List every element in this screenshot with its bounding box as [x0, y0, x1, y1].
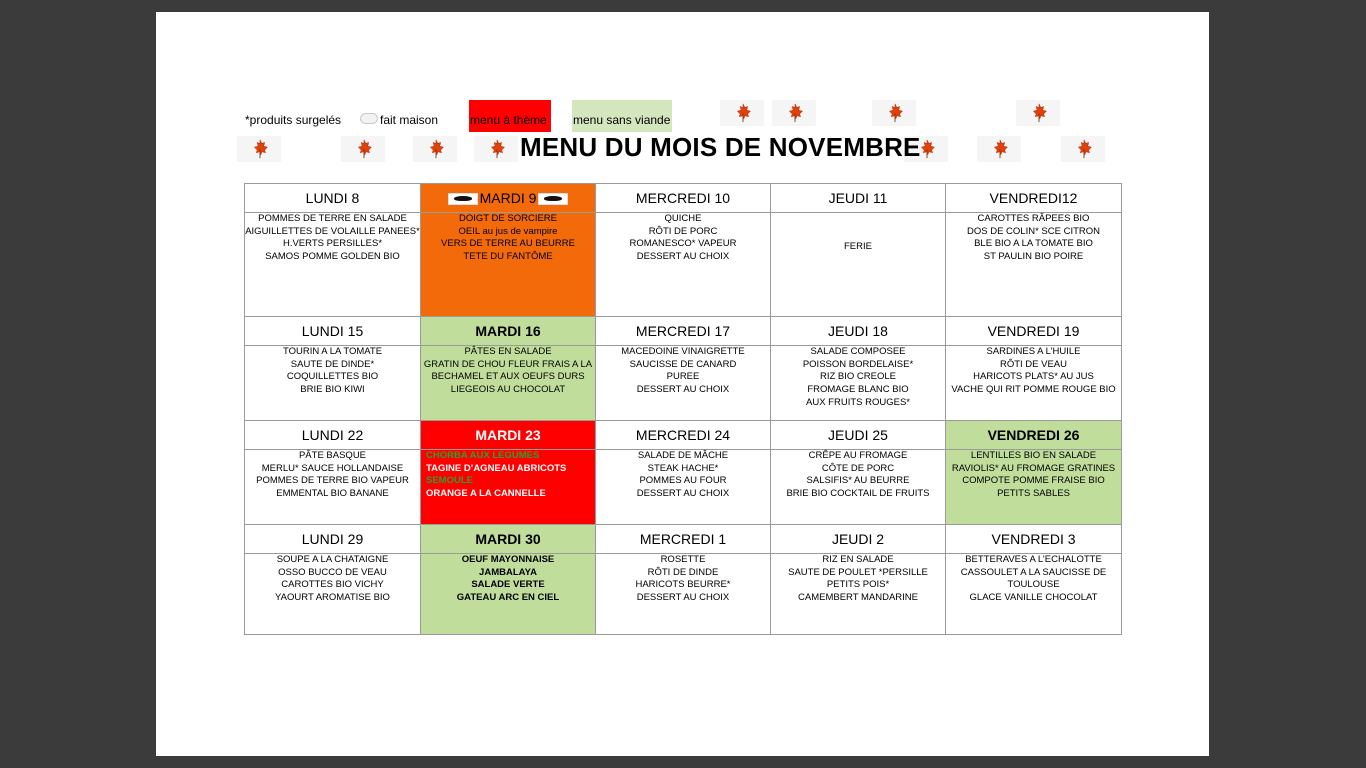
- day-menu: [771, 213, 946, 317]
- day-menu: [596, 346, 771, 421]
- legend-frozen: *produits surgelés: [245, 113, 342, 127]
- day-header: VENDREDI12: [946, 184, 1122, 213]
- dish-item: BETTERAVES A L’ECHALOTTE: [965, 554, 1102, 565]
- day-menu: [596, 450, 771, 525]
- dish-item: ORANGE A LA CANNELLE: [426, 488, 546, 500]
- dish-item: EMMENTAL BIO BANANE: [276, 488, 389, 500]
- dish-item: PÂTE BASQUE: [298, 450, 367, 461]
- dish-item: PETITS SABLES: [997, 488, 1070, 500]
- dish-item: HARICOTS BEURRE*: [635, 579, 731, 591]
- dishes-row: [245, 554, 1122, 635]
- legend-homemade: fait maison: [380, 113, 439, 127]
- dish-item: POMMES AU FOUR: [639, 475, 727, 487]
- dish-item: POISSON BORDELAISE*: [802, 358, 914, 370]
- dish-item: AUX FRUITS ROUGES*: [806, 396, 910, 408]
- dish-item: CÔTE DE PORC: [821, 462, 895, 474]
- dish-item: DESSERT AU CHOIX: [636, 592, 730, 604]
- legend-theme: menu à thème: [470, 113, 547, 127]
- maple-leaf-icon: [413, 136, 457, 162]
- dish-item: SOUPE A LA CHATAIGNE: [276, 554, 389, 565]
- dish-item: SALADE VERTE: [471, 579, 545, 591]
- day-menu: [946, 554, 1122, 635]
- day-header: MARDI 30: [421, 525, 596, 554]
- day-header: MARDI 23: [421, 421, 596, 450]
- dish-item: POMMES DE TERRE EN SALADE: [258, 213, 407, 224]
- menu-table: [244, 183, 1122, 635]
- day-menu: [245, 450, 421, 525]
- dish-item: STEAK HACHE*: [647, 462, 719, 474]
- dish-item: DOS DE COLIN* SCE CITRON: [966, 225, 1101, 237]
- maple-leaf-icon: [1016, 100, 1060, 126]
- day-menu: [771, 346, 946, 421]
- dish-item: RAVIOLIS* AU FROMAGE GRATINES: [951, 462, 1116, 474]
- day-header: JEUDI 11: [771, 184, 946, 213]
- day-header: JEUDI 18: [771, 317, 946, 346]
- day-header: VENDREDI 26: [946, 421, 1122, 450]
- dish-item: CAROTTES BIO VICHY: [281, 579, 384, 591]
- dish-item: OEUF MAYONNAISE: [461, 554, 555, 565]
- dish-item: SALSIFIS* AU BEURRE: [806, 475, 910, 487]
- dish-item: FERIE: [844, 241, 872, 252]
- dish-item: FROMAGE BLANC BIO: [807, 384, 909, 396]
- day-menu: [946, 346, 1122, 421]
- dish-item: SAMOS POMME GOLDEN BIO: [265, 251, 400, 263]
- dish-item: ROMANESCO* VAPEUR: [629, 238, 737, 250]
- maple-leaf-icon: [872, 100, 916, 126]
- maple-leaf-icon: [720, 100, 764, 126]
- dish-item: CAROTTES RÂPEES BIO: [977, 213, 1090, 224]
- dish-item: CAMEMBERT MANDARINE: [798, 592, 918, 604]
- cloud-icon: [360, 113, 378, 124]
- dish-item: TOURIN A LA TOMATE: [282, 346, 383, 357]
- day-menu: [245, 213, 421, 317]
- dish-item: YAOURT AROMATISE BIO: [275, 592, 390, 604]
- dish-item: ROSETTE: [660, 554, 706, 565]
- dish-item: DESSERT AU CHOIX: [636, 251, 730, 263]
- dish-item: DESSERT AU CHOIX: [636, 488, 730, 500]
- day-header: LUNDI 29: [245, 525, 421, 554]
- dish-item: TAGINE D’AGNEAU ABRICOTS: [426, 462, 567, 474]
- dish-item: COQUILLETTES BIO: [286, 371, 379, 383]
- dish-item: PUREE: [666, 371, 700, 383]
- dish-item: OEIL au jus de vampire: [458, 225, 558, 237]
- dish-item: DESSERT AU CHOIX: [636, 384, 730, 396]
- dish-item: PÂTES EN SALADE: [464, 346, 552, 357]
- day-header: LUNDI 22: [245, 421, 421, 450]
- day-menu: [946, 450, 1122, 525]
- page-title: MENU DU MOIS DE NOVEMBRE: [520, 132, 921, 162]
- day-header: JEUDI 2: [771, 525, 946, 554]
- dish-item: H.VERTS PERSILLES*: [282, 238, 383, 250]
- dish-item: GRATIN DE CHOU FLEUR FRAIS A LA: [423, 358, 593, 370]
- day-header: VENDREDI 19: [946, 317, 1122, 346]
- maple-leaf-icon: [977, 136, 1021, 162]
- day-header-row: [245, 525, 1122, 554]
- day-header: VENDREDI 3: [946, 525, 1122, 554]
- dish-item: POMMES DE TERRE BIO VAPEUR: [256, 475, 409, 487]
- dish-item: AIGUILLETTES DE VOLAILLE PANEES*: [245, 225, 420, 237]
- dish-item: CASSOULET A LA SAUCISSE DE: [960, 566, 1107, 578]
- dish-item: RIZ EN SALADE: [822, 554, 894, 565]
- bat-icon: [448, 193, 478, 205]
- legend-meatless: menu sans viande: [573, 113, 671, 127]
- day-header: LUNDI 8: [245, 184, 421, 213]
- dish-item: LIEGEOIS AU CHOCOLAT: [450, 384, 566, 396]
- day-menu: [245, 346, 421, 421]
- dish-item: GLACE VANILLE CHOCOLAT: [969, 592, 1098, 604]
- dish-item: SALADE COMPOSEE: [810, 346, 906, 357]
- dish-item: SAUTE DE DINDE*: [290, 358, 375, 370]
- dish-item: VACHE QUI RIT POMME ROUGE BIO: [951, 384, 1116, 396]
- day-header-row: [245, 317, 1122, 346]
- day-header: MARDI 16: [421, 317, 596, 346]
- dish-item: TETE DU FANTÔME: [463, 251, 553, 263]
- day-header-row: [245, 184, 1122, 213]
- dish-item: SAUTE DE POULET *PERSILLE: [788, 566, 928, 578]
- dishes-row: [245, 346, 1122, 421]
- day-menu: [245, 554, 421, 635]
- dish-item: GATEAU ARC EN CIEL: [456, 592, 560, 604]
- dish-item: COMPOTE POMME FRAISE BIO: [962, 475, 1105, 487]
- day-menu: [946, 213, 1122, 317]
- dish-item: LENTILLES BIO EN SALADE: [970, 450, 1097, 461]
- maple-leaf-icon: [341, 136, 385, 162]
- maple-leaf-icon: [474, 136, 518, 162]
- dish-item: JAMBALAYA: [479, 566, 537, 578]
- dish-item: CHORBA AUX LEGUMES: [426, 450, 540, 461]
- dish-item: MACEDOINE VINAIGRETTE: [621, 346, 745, 357]
- day-header: MERCREDI 24: [596, 421, 771, 450]
- day-menu: [596, 213, 771, 317]
- dish-item: RÔTI DE PORC: [648, 225, 718, 237]
- maple-leaf-icon: [237, 136, 281, 162]
- dish-item: VERS DE TERRE AU BEURRE: [441, 238, 575, 250]
- day-header: MERCREDI 1: [596, 525, 771, 554]
- maple-leaf-icon: [1061, 136, 1105, 162]
- dish-item: BRIE BIO COCKTAIL DE FRUITS: [786, 488, 930, 500]
- dish-item: RÔTI DE DINDE: [647, 566, 719, 578]
- dish-item: RIZ BIO CREOLE: [819, 371, 896, 383]
- day-menu: [771, 450, 946, 525]
- day-menu: [421, 450, 596, 525]
- day-menu: [421, 554, 596, 635]
- dish-item: CRÊPE AU FROMAGE: [808, 450, 908, 461]
- dish-item: BRIE BIO KIWI: [300, 384, 365, 396]
- day-header: MERCREDI 17: [596, 317, 771, 346]
- dish-item: SALADE DE MÂCHE: [637, 450, 729, 461]
- dish-item: ST PAULIN BIO POIRE: [983, 251, 1084, 263]
- day-header: JEUDI 25: [771, 421, 946, 450]
- day-menu: [596, 554, 771, 635]
- dish-item: SARDINES A L’HUILE: [986, 346, 1081, 357]
- day-header: MARDI 9: [421, 184, 596, 213]
- bat-icon: [538, 193, 568, 205]
- day-menu: [421, 346, 596, 421]
- dish-item: SAUCISSE DE CANARD: [629, 358, 737, 370]
- dish-item: QUICHE: [664, 213, 702, 224]
- dish-item: RÔTI DE VEAU: [999, 358, 1068, 370]
- dish-item: HARICOTS PLATS* AU JUS: [973, 371, 1094, 383]
- day-menu: [771, 554, 946, 635]
- dishes-row: [245, 450, 1122, 525]
- day-menu: [421, 213, 596, 317]
- dish-item: PETITS POIS*: [826, 579, 890, 591]
- dish-item: SEMOULE: [426, 475, 473, 487]
- dish-item: DOIGT DE SORCIERE: [458, 213, 557, 224]
- dish-item: TOULOUSE: [1007, 579, 1060, 591]
- dishes-row: [245, 213, 1122, 317]
- day-header: LUNDI 15: [245, 317, 421, 346]
- maple-leaf-icon: [772, 100, 816, 126]
- dish-item: BECHAMEL ET AUX OEUFS DURS: [431, 371, 585, 383]
- dish-item: OSSO BUCCO DE VEAU: [278, 566, 387, 578]
- day-header: MERCREDI 10: [596, 184, 771, 213]
- dish-item: BLE BIO A LA TOMATE BIO: [974, 238, 1093, 250]
- dish-item: MERLU* SAUCE HOLLANDAISE: [261, 462, 404, 474]
- day-header-row: [245, 421, 1122, 450]
